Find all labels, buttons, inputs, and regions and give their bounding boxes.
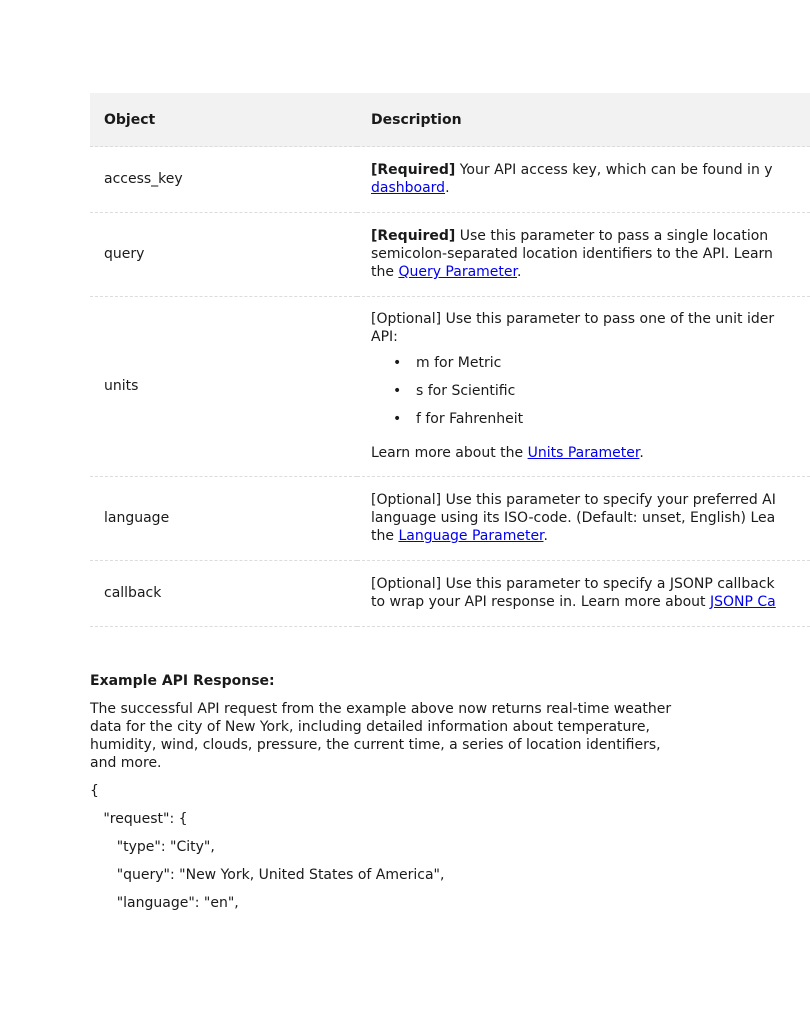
section-paragraph: The successful API request from the example above now returns real-time weather data for the city of New York, including detailed information about temperature, humidity, wind, clouds, pressure, the current time, a series of location identifiers, and more. [90, 701, 672, 771]
code-line: "type": "City", [90, 839, 215, 855]
jsonp-callback-link[interactable]: JSONP Ca [710, 594, 776, 610]
description-cell [357, 561, 810, 627]
list-item [371, 382, 796, 410]
description-text: to wrap your API response in. Learn more about [371, 594, 710, 610]
units-list [371, 354, 796, 438]
bullet-icon: • [393, 411, 402, 427]
object-cell: callback [90, 561, 357, 627]
section-heading: Example API Response: [90, 673, 275, 689]
required-tag: [Required] [371, 162, 456, 178]
description-cell [357, 297, 810, 477]
code-line: "query": "New York, United States of America", [90, 867, 445, 883]
table-row [90, 297, 810, 477]
table-row [90, 561, 810, 627]
language-parameter-link[interactable]: Language Parameter [398, 528, 544, 544]
parameters-section [90, 93, 776, 627]
table-row [90, 147, 810, 213]
object-cell: query [90, 213, 357, 297]
description-text: language using its ISO-code. (Default: unset, English) Lea [371, 510, 776, 526]
list-item [371, 410, 796, 438]
list-item-text: m for Metric [416, 355, 502, 371]
description-cell [357, 477, 810, 561]
punctuation: . [543, 528, 548, 544]
object-cell: language [90, 477, 357, 561]
column-header-object: Object [90, 93, 357, 147]
object-cell: units [90, 297, 357, 477]
list-item-text: s for Scientific [416, 383, 516, 399]
code-line: { [90, 783, 99, 799]
description-text: Learn more about the [371, 445, 528, 461]
parameters-table [90, 93, 810, 627]
description-text: semicolon-separated location identifiers to the API. Learn [371, 246, 773, 262]
description-text: Use this parameter to pass a single location [455, 228, 769, 244]
units-parameter-link[interactable]: Units Parameter [527, 445, 640, 461]
list-item [371, 354, 796, 382]
punctuation: . [517, 264, 522, 280]
bullet-icon: • [393, 355, 402, 371]
object-cell: access_key [90, 147, 357, 213]
column-header-description: Description [357, 93, 810, 147]
example-response-section [90, 672, 680, 922]
code-line: "language": "en", [90, 895, 239, 911]
punctuation: . [445, 180, 450, 196]
description-text: Your API access key, which can be found in y [455, 162, 773, 178]
required-tag: [Required] [371, 228, 456, 244]
table-row [90, 477, 810, 561]
punctuation: . [639, 445, 644, 461]
description-text: the [371, 528, 399, 544]
table-header-row [90, 93, 810, 147]
description-text: [Optional] Use this parameter to pass one of the unit ider [371, 311, 775, 327]
description-text: the [371, 264, 399, 280]
description-text: [Optional] Use this parameter to specify your preferred AI [371, 492, 776, 508]
description-cell [357, 147, 810, 213]
code-block [90, 782, 680, 922]
description-text: API: [371, 329, 398, 345]
description-text: [Optional] Use this parameter to specify a JSONP callback [371, 576, 775, 592]
query-parameter-link[interactable]: Query Parameter [398, 264, 517, 280]
table-row [90, 213, 810, 297]
bullet-icon: • [393, 383, 402, 399]
dashboard-link[interactable]: dashboard [371, 180, 446, 196]
code-line: "request": { [90, 811, 188, 827]
description-cell [357, 213, 810, 297]
list-item-text: f for Fahrenheit [416, 411, 524, 427]
